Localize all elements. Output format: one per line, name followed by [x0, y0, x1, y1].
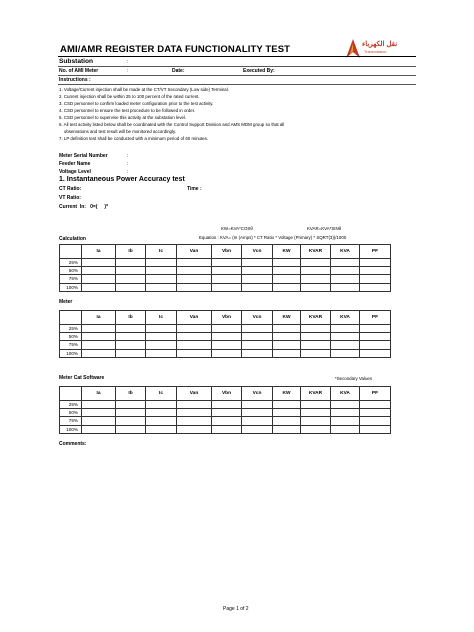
vt-ratio-label: VT Ratio:	[59, 195, 81, 201]
header-cell	[60, 245, 82, 259]
instruction-item: 4. CSD personnel to ensure the test procedure to be followed in order.	[59, 108, 196, 113]
data-cell[interactable]	[242, 333, 273, 341]
data-cell[interactable]	[273, 341, 301, 349]
current-in-label: Current In: 0=( )*	[59, 204, 109, 210]
header-cell	[60, 311, 82, 325]
data-cell[interactable]	[82, 283, 116, 291]
instruction-item: 5. CSD personnel to supervise this activity at the substation level.	[59, 115, 187, 120]
row-label: 50%	[60, 333, 82, 341]
kva-equation: Equation : KVA= (In (Amps) * CT Ratio * Voltage (Primary) * SQRT(3))/1000	[199, 235, 347, 240]
data-cell[interactable]	[331, 267, 360, 275]
data-cell[interactable]	[331, 325, 360, 333]
table-row	[60, 425, 391, 433]
title-divider	[58, 56, 416, 57]
data-cell[interactable]	[301, 417, 331, 425]
header-kvar: KVAR	[301, 387, 331, 401]
page-number: Page 1 of 2	[223, 606, 249, 612]
data-cell[interactable]	[177, 341, 212, 349]
header-kw: KW	[273, 311, 301, 325]
table-row	[60, 333, 391, 341]
data-cell[interactable]	[301, 341, 331, 349]
row-label: 100%	[60, 349, 82, 357]
data-cell[interactable]	[331, 259, 360, 267]
data-cell[interactable]	[146, 341, 177, 349]
data-cell[interactable]	[82, 401, 116, 409]
data-cell[interactable]	[242, 425, 273, 433]
data-cell[interactable]	[177, 283, 212, 291]
data-cell[interactable]	[301, 283, 331, 291]
data-cell[interactable]	[360, 425, 391, 433]
meter-label: Meter	[59, 299, 73, 305]
data-cell[interactable]	[331, 425, 360, 433]
data-cell[interactable]	[177, 425, 212, 433]
data-cell[interactable]	[301, 333, 331, 341]
data-cell[interactable]	[177, 409, 212, 417]
row-label: 100%	[60, 283, 82, 291]
table-row	[60, 275, 391, 283]
data-cell[interactable]	[82, 417, 116, 425]
calculation-table	[59, 244, 391, 292]
instruction-item: 6. All test activity listed below shall be coordinated with the Control Support Division and AMS MDM group so that all	[59, 122, 285, 127]
row-label: 75%	[60, 341, 82, 349]
header-pf: PF	[360, 311, 391, 325]
row-label: 25%	[60, 401, 82, 409]
data-cell[interactable]	[116, 267, 146, 275]
data-cell[interactable]	[242, 325, 273, 333]
data-cell[interactable]	[212, 417, 242, 425]
data-cell[interactable]	[212, 267, 242, 275]
meter-cat-table	[59, 386, 391, 434]
feeder-name-label: Feeder Name	[59, 161, 91, 167]
data-cell[interactable]	[301, 267, 331, 275]
data-cell[interactable]	[242, 259, 273, 267]
header-kw: KW	[273, 245, 301, 259]
row-label: 75%	[60, 275, 82, 283]
header-pf: PF	[360, 387, 391, 401]
data-cell[interactable]	[301, 275, 331, 283]
data-cell[interactable]	[273, 275, 301, 283]
header-van: Van	[177, 311, 212, 325]
data-cell[interactable]	[116, 275, 146, 283]
header-pf: PF	[360, 245, 391, 259]
header-vcn: Vcn	[242, 311, 273, 325]
data-cell[interactable]	[82, 275, 116, 283]
header-kva: KVA	[331, 245, 360, 259]
data-cell[interactable]	[146, 333, 177, 341]
data-cell[interactable]	[177, 325, 212, 333]
header-ic: Ic	[146, 311, 177, 325]
meter-table	[59, 310, 391, 358]
meter-cat-software-label: Meter Cat Software	[59, 375, 105, 381]
data-cell[interactable]	[82, 349, 116, 357]
instruction-item: 2. Current injection shall be within 25 to 100 percent of the rated current.	[59, 94, 200, 99]
data-cell[interactable]	[146, 349, 177, 357]
data-cell[interactable]	[301, 259, 331, 267]
data-cell[interactable]	[212, 401, 242, 409]
header-kvar: KVAR	[301, 245, 331, 259]
header-kvar: KVAR	[301, 311, 331, 325]
data-cell[interactable]	[116, 333, 146, 341]
voltage-level-colon: :	[127, 169, 129, 175]
header-vbn: Vbn	[212, 387, 242, 401]
header-kva: KVA	[331, 387, 360, 401]
header-kva: KVA	[331, 311, 360, 325]
meter-serial-label: Meter Serial Number	[59, 153, 108, 159]
data-cell[interactable]	[242, 267, 273, 275]
row-label: 75%	[60, 417, 82, 425]
data-cell[interactable]	[273, 333, 301, 341]
data-cell[interactable]	[82, 333, 116, 341]
data-cell[interactable]	[273, 325, 301, 333]
data-cell[interactable]	[116, 325, 146, 333]
header-vcn: Vcn	[242, 387, 273, 401]
data-cell[interactable]	[301, 425, 331, 433]
calculation-label: Calculation	[59, 236, 86, 242]
header-ia: Ia	[82, 245, 116, 259]
header-kw: KW	[273, 387, 301, 401]
row-label: 25%	[60, 259, 82, 267]
meter-no-label: No. of AMI Meter	[59, 68, 99, 74]
data-cell[interactable]	[331, 401, 360, 409]
instruction-item: 3. CSD personnel to confirm loaded meter configuration prior to the test activity.	[59, 101, 214, 106]
table-row	[60, 401, 391, 409]
header-ia: Ia	[82, 311, 116, 325]
section-heading: 1. Instantaneous Power Accuracy test	[59, 176, 185, 183]
data-cell[interactable]	[212, 341, 242, 349]
logo-text: نقل الكهرباء	[362, 41, 398, 48]
meter-no-line	[58, 75, 416, 76]
data-cell[interactable]	[360, 401, 391, 409]
row-label: 50%	[60, 267, 82, 275]
voltage-level-label: Voltage Level	[59, 169, 91, 175]
data-cell[interactable]	[212, 349, 242, 357]
data-cell[interactable]	[360, 325, 391, 333]
data-cell[interactable]	[212, 259, 242, 267]
header-van: Van	[177, 245, 212, 259]
data-cell[interactable]	[242, 275, 273, 283]
data-cell[interactable]	[360, 275, 391, 283]
row-label: 25%	[60, 325, 82, 333]
data-cell[interactable]	[212, 325, 242, 333]
ct-ratio-label: CT Ratio:	[59, 186, 82, 192]
data-cell[interactable]	[177, 417, 212, 425]
table-row	[60, 267, 391, 275]
data-cell[interactable]	[177, 401, 212, 409]
header-van: Van	[177, 387, 212, 401]
data-cell[interactable]	[116, 425, 146, 433]
data-cell[interactable]	[177, 267, 212, 275]
data-cell[interactable]	[360, 283, 391, 291]
data-cell[interactable]	[82, 341, 116, 349]
data-cell[interactable]	[116, 341, 146, 349]
data-cell[interactable]	[360, 333, 391, 341]
data-cell[interactable]	[273, 409, 301, 417]
data-cell[interactable]	[116, 349, 146, 357]
data-cell[interactable]	[116, 401, 146, 409]
comments-label: Comments:	[59, 441, 87, 447]
data-cell[interactable]	[146, 417, 177, 425]
table-row	[60, 409, 391, 417]
table-row	[60, 349, 391, 357]
document-title: AMI/AMR REGISTER DATA FUNCTIONALITY TEST	[60, 44, 291, 55]
kw-formula: KW=KVA*COSθ	[221, 226, 253, 231]
data-cell[interactable]	[212, 425, 242, 433]
data-cell[interactable]	[242, 341, 273, 349]
data-cell[interactable]	[146, 275, 177, 283]
data-cell[interactable]	[146, 325, 177, 333]
executed-by-label: Executed By:	[243, 68, 275, 74]
data-cell[interactable]	[146, 409, 177, 417]
data-cell[interactable]	[273, 267, 301, 275]
data-cell[interactable]	[242, 417, 273, 425]
data-cell[interactable]	[146, 401, 177, 409]
data-cell[interactable]	[82, 409, 116, 417]
header-ib: Ib	[116, 311, 146, 325]
data-cell[interactable]	[177, 333, 212, 341]
meter-no-colon: :	[127, 68, 129, 74]
instructions-heading: Instructions :	[59, 77, 91, 83]
data-cell[interactable]	[301, 401, 331, 409]
header-ia: Ia	[82, 387, 116, 401]
data-cell[interactable]	[212, 333, 242, 341]
data-cell[interactable]	[146, 283, 177, 291]
instruction-item: observations and test result will be monitored accordingly.	[59, 129, 177, 134]
data-cell[interactable]	[331, 349, 360, 357]
data-cell[interactable]	[273, 417, 301, 425]
data-cell[interactable]	[360, 341, 391, 349]
row-label: 100%	[60, 425, 82, 433]
data-cell[interactable]	[360, 259, 391, 267]
data-cell[interactable]	[212, 275, 242, 283]
header-ib: Ib	[116, 245, 146, 259]
data-cell[interactable]	[82, 325, 116, 333]
time-label: Time :	[187, 186, 202, 192]
instruction-item: 7. LP definition test shall be conducted with a minimum period of 60 minutes.	[59, 136, 209, 141]
kvar-formula: KVAR=KVA*SINθ	[307, 226, 342, 231]
data-cell[interactable]	[331, 275, 360, 283]
table-row	[60, 417, 391, 425]
header-vbn: Vbn	[212, 245, 242, 259]
instruction-item: 1. Voltage/Current injection shall be made at the CT/VT Secondary (Low side) Terminal.	[59, 87, 229, 92]
header-ib: Ib	[116, 387, 146, 401]
data-cell[interactable]	[360, 349, 391, 357]
data-cell[interactable]	[116, 417, 146, 425]
row-label: 50%	[60, 409, 82, 417]
substation-line	[58, 66, 416, 67]
data-cell[interactable]	[331, 409, 360, 417]
data-cell[interactable]	[360, 267, 391, 275]
table-row	[60, 325, 391, 333]
header-ic: Ic	[146, 245, 177, 259]
header-ic: Ic	[146, 387, 177, 401]
data-cell[interactable]	[82, 425, 116, 433]
header-cell	[60, 387, 82, 401]
data-cell[interactable]	[273, 283, 301, 291]
data-cell[interactable]	[273, 349, 301, 357]
data-cell[interactable]	[242, 349, 273, 357]
secondary-values-note: *Secondary Values	[335, 376, 373, 381]
data-cell[interactable]	[301, 349, 331, 357]
data-cell[interactable]	[116, 259, 146, 267]
data-cell[interactable]	[242, 409, 273, 417]
meter-serial-colon: :	[127, 153, 129, 159]
data-cell[interactable]	[177, 259, 212, 267]
table-row	[60, 341, 391, 349]
data-cell[interactable]	[360, 409, 391, 417]
data-cell[interactable]	[242, 401, 273, 409]
data-cell[interactable]	[301, 409, 331, 417]
substation-label: Substation	[59, 58, 94, 65]
header-vcn: Vcn	[242, 245, 273, 259]
data-cell[interactable]	[273, 259, 301, 267]
data-cell[interactable]	[116, 283, 146, 291]
data-cell[interactable]	[331, 417, 360, 425]
instructions-heading-line	[58, 84, 416, 85]
data-cell[interactable]	[242, 283, 273, 291]
header-vbn: Vbn	[212, 311, 242, 325]
data-cell[interactable]	[177, 349, 212, 357]
data-cell[interactable]	[273, 425, 301, 433]
substation-colon: :	[127, 59, 129, 65]
data-cell[interactable]	[212, 283, 242, 291]
data-cell[interactable]	[331, 333, 360, 341]
table-row	[60, 283, 391, 291]
data-cell[interactable]	[177, 275, 212, 283]
data-cell[interactable]	[331, 283, 360, 291]
data-cell[interactable]	[82, 259, 116, 267]
data-cell[interactable]	[360, 417, 391, 425]
data-cell[interactable]	[82, 267, 116, 275]
date-label: Date:	[172, 68, 185, 74]
table-row	[60, 259, 391, 267]
data-cell[interactable]	[146, 267, 177, 275]
data-cell[interactable]	[146, 425, 177, 433]
data-cell[interactable]	[146, 259, 177, 267]
data-cell[interactable]	[331, 341, 360, 349]
logo-subtext: Transmission	[364, 50, 387, 54]
data-cell[interactable]	[116, 409, 146, 417]
data-cell[interactable]	[212, 409, 242, 417]
feeder-name-colon: :	[127, 161, 129, 167]
data-cell[interactable]	[273, 401, 301, 409]
data-cell[interactable]	[301, 325, 331, 333]
